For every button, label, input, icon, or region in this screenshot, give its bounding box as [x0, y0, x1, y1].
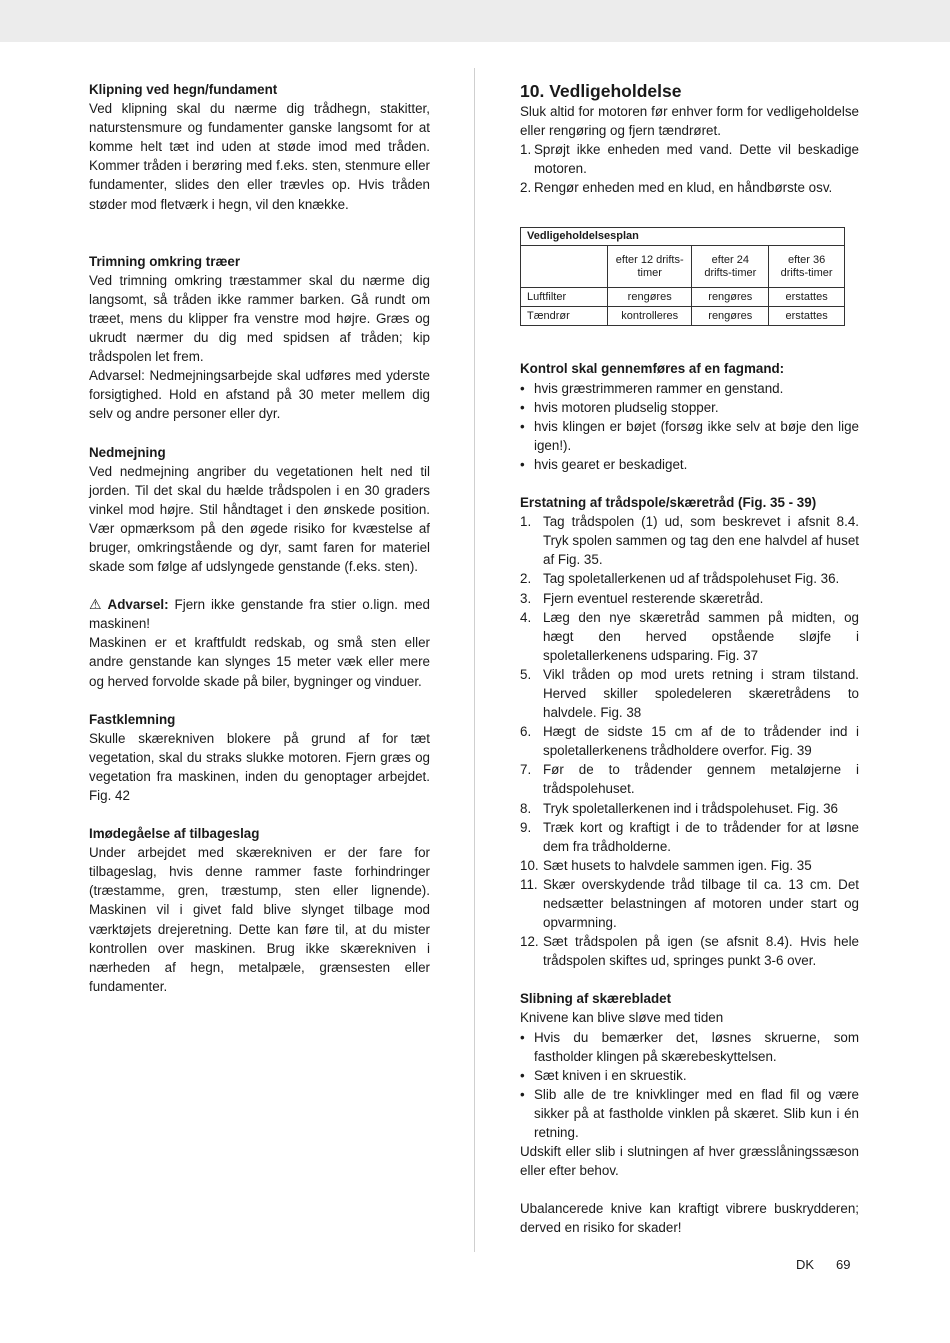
paragraph-slibning-outro: Udskift eller slib i slutningen af hver græsslåningssæson eller efter behov.: [520, 1144, 859, 1179]
table-row: [521, 307, 845, 326]
table-row-label: Luftfilter: [521, 288, 608, 307]
paragraph-nedmejning-2: Maskinen er et kraftfuldt redskab, og små sten eller andre genstande kan slynges 15 meter væk eller mere og herved forvolde skade på biler, bygninger og vinduer.: [89, 635, 430, 689]
control-list: [520, 379, 859, 474]
list-item: • Hvis du bemærker det, løsnes skruerne, som fastholder klingen på skærebeskyttelsen.: [520, 1028, 859, 1066]
paragraph-slibning-warning: Ubalancerede knive kan kraftigt vibrere buskrydderen; derved en risiko for skader!: [520, 1201, 859, 1236]
table-cell: kontrolleres: [608, 307, 692, 326]
left-column: [89, 80, 430, 996]
paragraph-trimning-warning: Advarsel: Nedmejningsarbejde skal udføres med yderste forsigtighed. Hold en afstand på 30 meter mellem dig selv og andre personer eller dyr.: [89, 368, 430, 422]
table-cell: erstattes: [769, 288, 845, 307]
table-header: efter 36 drifts-timer: [769, 246, 845, 288]
paragraph-slibning-intro: Knivene kan blive sløve med tiden: [520, 1010, 724, 1026]
list-item: 10. Sæt husets to halvdele sammen igen. Fig. 35: [520, 857, 812, 873]
warning-icon: ⚠: [89, 596, 102, 613]
section-title: 10. Vedligeholdelse: [520, 81, 682, 101]
list-item: • hvis motoren pludselig stopper.: [520, 398, 859, 417]
sharpen-list: [520, 1028, 859, 1143]
heading-klipning: Klipning ved hegn/fundament: [89, 82, 278, 97]
top-header-bar: [0, 0, 950, 42]
table-cell: erstattes: [769, 307, 845, 326]
intro-paragraph: Sluk altid for motoren før enhver form for vedligeholdelse eller rengøring og fjern tændrøret.: [520, 104, 859, 139]
list-item: 2. Tag spoletallerkenen ud af trådspolehuset Fig. 36.: [520, 571, 840, 587]
maintenance-table: [520, 227, 845, 326]
list-item: 11. Skær overskydende tråd tilbage til ca. 13 cm. Det nedsætter belastningen af motoren under start og opvarmning.: [520, 876, 859, 931]
warning-paragraph: [89, 595, 430, 633]
table-header: efter 24 drifts-timer: [692, 246, 769, 288]
list-item: • hvis klingen er bøjet (forsøg ikke selv at bøje den lige igen!).: [520, 417, 859, 455]
table-row-label: Tændrør: [521, 307, 608, 326]
list-item: 8. Tryk spoletallerkenen ind i trådspolehuset. Fig. 36: [520, 800, 838, 816]
table-header: efter 12 drifts-timer: [608, 246, 692, 288]
list-item: • Sæt kniven i en skruestik.: [520, 1066, 859, 1085]
paragraph-klipning: Ved klipning skal du nærme dig trådhegn, stakitter, naturstensmure og fundamenter ganske langsomt for at komme helt tæt ind uden at støde imod med tråden. Kommer tråden i berøring med f.eks. sten, stenmure eller fundamenter, slides den eller trævles op. Hvis tråden støder mod fletværk i hegn, vil den knække.: [89, 101, 430, 212]
list-item: 4. Læg den nye skæretråd sammen på midten, og hægt den herved opstående sløjfe i spoletallerkenens udsparing. Fig. 37: [520, 609, 859, 663]
footer-language: DK: [796, 1257, 815, 1272]
heading-kontrol: Kontrol skal gennemføres af en fagmand:: [520, 361, 785, 377]
list-item: • hvis græstrimmeren rammer en genstand.: [520, 379, 859, 398]
heading-slibning: Slibning af skærebladet: [520, 991, 672, 1007]
list-item: 6. Hægt de sidste 15 cm af de to trådender ind i spoletallerkenens trådholdere overfor. Fig. 39: [520, 724, 859, 759]
list-item: 7. Før de to trådender gennem metaløjerne i trådspolehuset.: [520, 762, 859, 797]
warning-text: Fjern ikke genstande fra stier o.lign. med maskinen!: [89, 597, 430, 632]
paragraph-fastklemning: Skulle skærekniven blokere på grund af for tæt vegetation, skal du straks slukke motoren. Fjern græs og vegetation fra maskinen, inden du genoptager arbejdet. Fig. 42: [89, 730, 430, 803]
replace-steps-list: [520, 512, 859, 970]
table-cell: rengøres: [692, 288, 769, 307]
intro-list: [520, 140, 859, 197]
paragraph-nedmejning: Ved nedmejning angriber du vegetationen helt ned til jorden. Til det skal du hælde trådspolen i en 30 graders vinkel mod højre. Stil håndtaget i den ønskede position. Vær opmærksom på den øgede risiko for kvæstelse af bruger, omkringstående og dyr, samt faren for materiel skade som følge af udslyngede genstande (f.eks. sten).: [89, 463, 430, 575]
heading-tilbageslag: Imødegåelse af tilbageslag: [89, 826, 260, 842]
list-item: 9. Træk kort og kraftigt i de to trådender for at løsne dem fra trådholderne.: [520, 819, 859, 854]
list-item: 3. Fjern eventuel resterende skæretråd.: [520, 590, 764, 606]
paragraph-trimning: Ved trimning omkring træstammer skal du nærme dig langsomt, så tråden ikke rammer barken. Gå rundt om træet, mens du klipper fra venstre mod højre. Græs og ukrudt nærmer du dig med spidsen af tråden; kip trådspolen let frem.: [89, 272, 430, 365]
heading-erstatning: Erstatning af trådspole/skæretråd (Fig. 35 - 39): [520, 495, 817, 511]
list-item: 2. Rengør enheden med en klud, en håndbørste osv.: [520, 180, 833, 196]
column-divider: [474, 68, 475, 1252]
table-corner-cell: [521, 246, 608, 288]
list-item: 1. Tag trådspolen (1) ud, som beskrevet i afsnit 8.4. Tryk spolen sammen og tag den ene halvdel af huset af Fig. 35.: [520, 514, 859, 568]
list-item: 5. Vikl tråden op mod urets retning i stram tilstand. Herved skiller spoledeleren skæretrådens to halvdele. Fig. 38: [520, 666, 859, 721]
heading-fastklemning: Fastklemning: [89, 711, 176, 727]
list-item: • Slib alle de tre knivklinger med en flad fil og være sikker på at fastholde vinklen på skæret. Slib kun i én retning.: [520, 1085, 859, 1142]
list-item: 12. Sæt trådspolen på igen (se afsnit 8.4). Hvis hele trådspolen skiftes ud, springes punkt 3-6 over.: [520, 934, 859, 969]
heading-nedmejning: Nedmejning: [89, 444, 166, 460]
list-item: 1. Sprøjt ikke enheden med vand. Dette vil beskadige motoren.: [520, 142, 859, 177]
heading-trimning: Trimning omkring træer: [89, 253, 241, 269]
table-cell: rengøres: [608, 288, 692, 307]
right-column: [520, 80, 859, 1238]
table-caption: Vedligeholdelsesplan: [521, 228, 845, 246]
table-row: [521, 288, 845, 307]
paragraph-tilbageslag: Under arbejdet med skærekniven er der fare for tilbageslag, hvis denne rammer faste forhindringer (træstamme, gren, træstump, sten eller lignende). Maskinen vil i givet fald blive slynget tilbage mod værktøjets drejeretning. Dette kan føre til, at du mister kontrollen over maskinen. Brug ikke skærekniven i nærheden af hegn, metalpæle, grænsesten eller fundamenter.: [89, 845, 430, 994]
list-item: • hvis gearet er beskadiget.: [520, 455, 859, 474]
table-cell: rengøres: [692, 307, 769, 326]
warning-label: Advarsel:: [107, 597, 169, 613]
footer-page-number: 69: [836, 1257, 851, 1272]
